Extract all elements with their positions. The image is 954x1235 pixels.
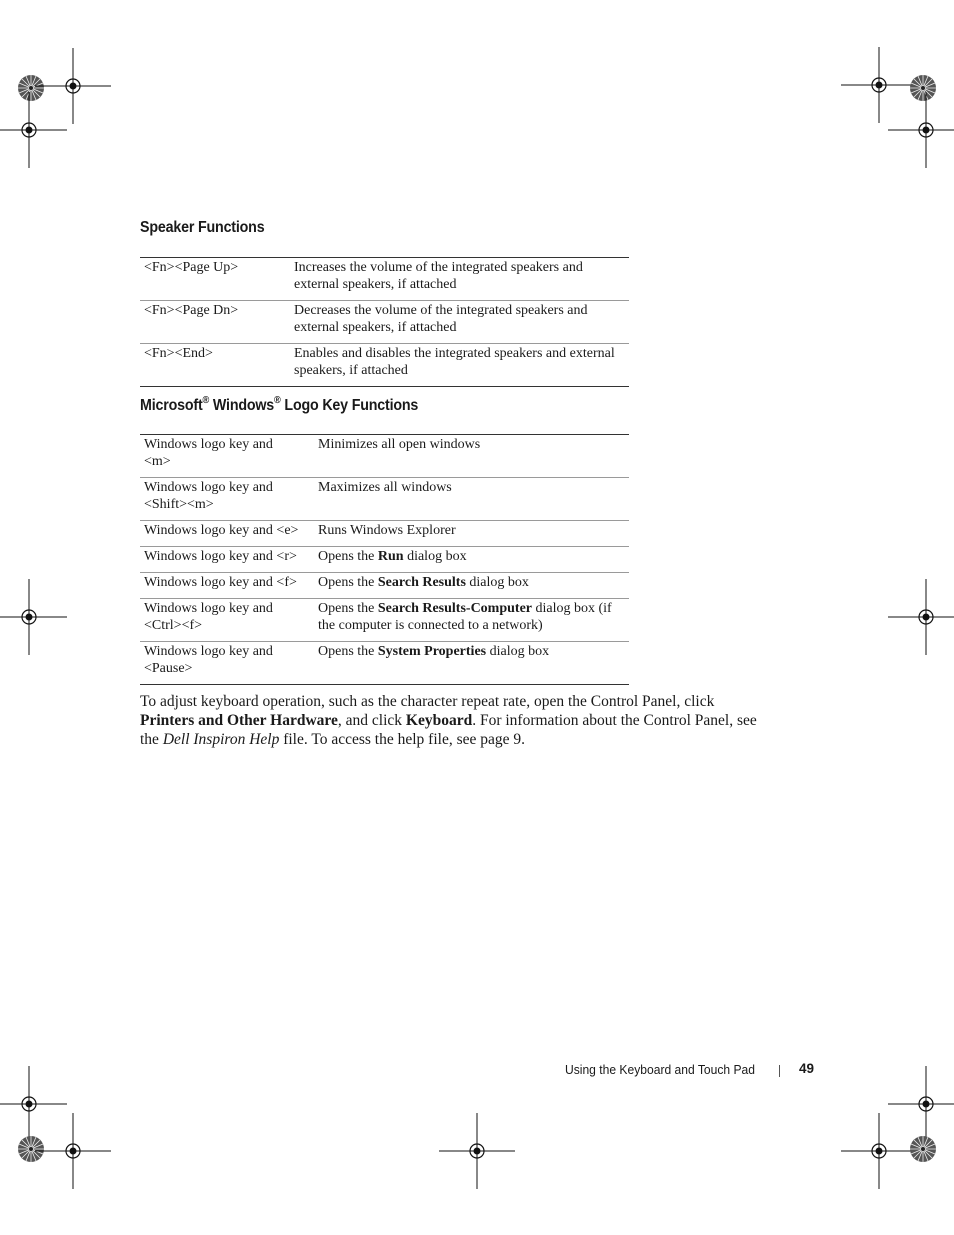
function-description-cell: Opens the Run dialog box [318,549,467,564]
heading-text: Microsoft [140,397,203,415]
table-row [140,478,629,521]
table-row [140,258,629,301]
crosshair-mark [841,1113,917,1189]
function-description-cell: Opens the Search Results dialog box [318,575,529,590]
logo-key-functions-heading [140,396,418,415]
crosshair-mark [888,92,954,168]
control-panel-category: Printers and Other Hardware [140,712,338,729]
key-combo-cell: <Fn><End> [144,346,213,361]
function-description-cell: Increases the volume of the integrated speakers and external speakers, if attached [294,260,583,292]
crosshair-mark [0,1066,67,1142]
logo-key-functions-table [140,434,629,685]
key-combo-cell: Windows logo key and <f> [144,575,297,590]
crosshair-mark [35,48,111,124]
function-description-cell: Decreases the volume of the integrated speakers and external speakers, if attached [294,303,588,335]
keyboard-item: Keyboard [405,712,473,729]
crosshair-mark [841,47,917,123]
key-combo-cell: Windows logo key and <e> [144,523,299,538]
key-combo-cell: Windows logo key and <r> [144,549,297,564]
function-description-cell: Maximizes all windows [318,480,452,495]
keyboard-settings-paragraph: To adjust keyboard operation, such as the character repeat rate, open the Control Panel, click Printers and Other Hardware, and click Keyboard. For information about the Control Panel, see the Dell Inspiron Help file. To access the help file, see page 9. [140,693,757,748]
key-combo-cell: <Fn><Page Dn> [144,303,239,318]
table-row [140,435,629,478]
crosshair-mark [35,1113,111,1189]
footer-separator [779,1065,780,1077]
speaker-functions-table [140,257,629,387]
help-file-title: Dell Inspiron Help [162,731,280,748]
starburst-mark [910,1136,936,1162]
key-combo-cell: Windows logo key and <Pause> [144,644,273,676]
crosshair-mark [439,1113,515,1189]
table-row [140,573,629,599]
function-description-cell: Runs Windows Explorer [318,523,456,538]
key-combo-cell: Windows logo key and <Shift><m> [144,480,273,512]
function-description-cell: Minimizes all open windows [318,437,481,452]
starburst-mark [910,75,936,101]
table-row [140,344,629,387]
function-description-cell: Enables and disables the integrated speakers and external speakers, if attached [294,346,615,378]
crosshair-mark [888,1066,954,1142]
registered-mark: ® [274,395,281,406]
registered-mark: ® [202,395,210,406]
table-row [140,301,629,344]
key-combo-cell: Windows logo key and <m> [144,437,273,469]
speaker-functions-heading: Speaker Functions [140,219,265,236]
key-combo-cell: <Fn><Page Up> [144,260,239,275]
function-description-cell: Opens the System Properties dialog box [318,644,550,659]
footer-chapter-title: Using the Keyboard and Touch Pad [565,1062,755,1077]
crosshair-mark [888,579,954,655]
starburst-mark [18,1136,44,1162]
heading-text: Windows [209,397,275,415]
table-row [140,547,629,573]
key-combo-cell: Windows logo key and <Ctrl><f> [144,601,273,633]
table-row [140,599,629,642]
starburst-mark [18,75,44,101]
function-description-cell: Opens the Search Results-Computer dialog box (if the computer is connected to a network) [318,601,612,633]
crosshair-mark [0,579,67,655]
page-number: 49 [799,1061,815,1076]
crosshair-mark [0,92,67,168]
heading-text: Logo Key Functions [280,397,419,415]
table-row [140,521,629,547]
table-row [140,642,629,685]
